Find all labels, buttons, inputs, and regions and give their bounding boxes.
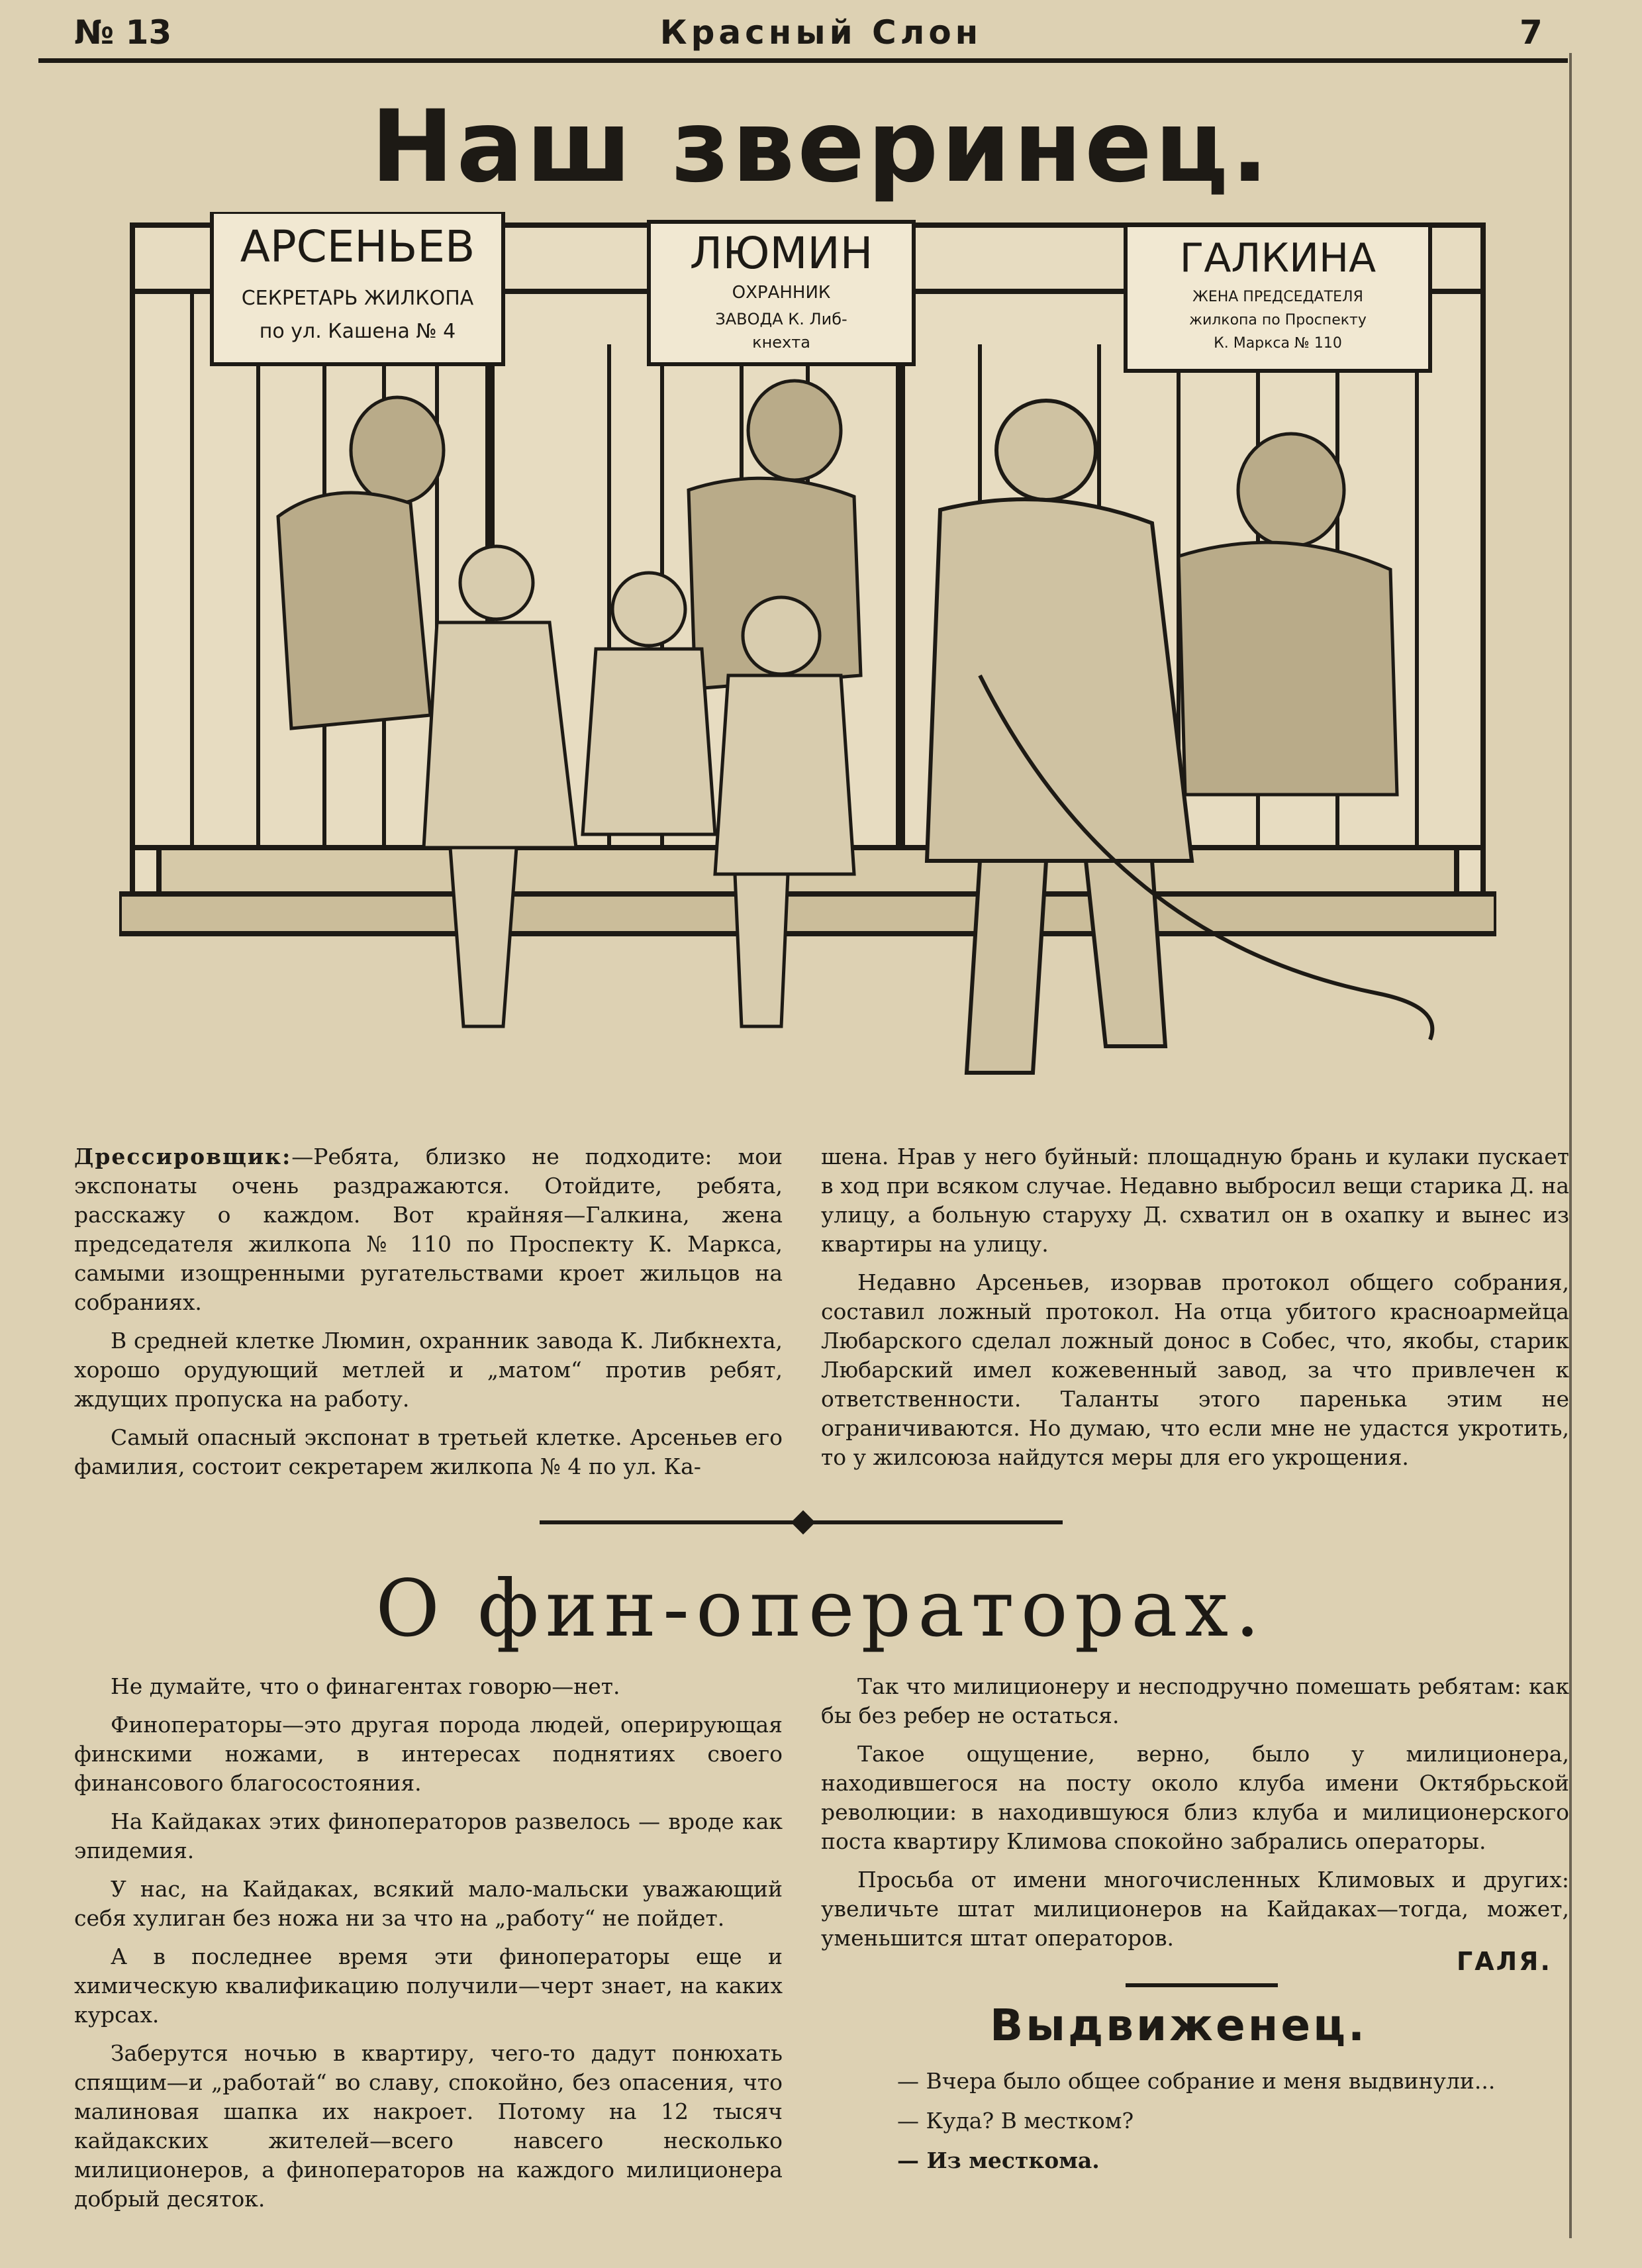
article1-right-column	[821, 1142, 1569, 1481]
sign-arsenyev-line1: СЕКРЕТАРЬ ЖИЛКОПА	[241, 287, 474, 310]
article1-paragraph: шена. Нрав у него буйный: площадную брань и кулаки пускает в ход при всяком случае. Недавно выбросил вещи старика Д. на улицу, а больную старуху Д. схватил он в охапку и вынес из квартиры на улицу.	[821, 1144, 1569, 1257]
article3-dialog	[861, 2066, 1569, 2185]
article1-paragraph-text: —Ребята, близко не подходите: мои экспонаты очень раздражаются. Отойдите, ребята, расскажу о каждом. Вот крайняя—Галкина, жена председателя жилкопа № 110 по Проспекту К. Маркса, самыми изощренными ругательствами кроет жильцов на собраниях.	[74, 1144, 783, 1315]
article2-signature: ГАЛЯ.	[1457, 1947, 1552, 1976]
sign-galkina-line1: ЖЕНА ПРЕДСЕДАТЕЛЯ	[1192, 289, 1363, 305]
sign-arsenyev-line2: по ул. Кашена № 4	[259, 320, 456, 343]
article1-paragraph	[74, 1142, 783, 1317]
article1-paragraph: Недавно Арсеньев, изорвав протокол общего собрания, составил ложный протокол. На отца убитого красноармейца Любарского сделал ложный донос в Собес, что, якобы, старик Любарский имел кожевенный завод, за что привлечен к ответственности. Таланты этого паренька этим не ограничиваются. Но думаю, что если мне не удастся укротить, то у жилсоюза найдутся меры для его укрощения.	[821, 1269, 1569, 1470]
small-divider	[1126, 1983, 1278, 1987]
article2-right-column	[821, 1672, 1569, 1962]
article2-paragraph: Просьба от имени многочисленных Климовых и других: увеличьте штат милиционеров на Кайдаках—тогда, может, уменьшится штат операторов.	[821, 1867, 1569, 1951]
article-title-fin-operators: О фин-операторах.	[375, 1563, 1267, 1654]
article2-paragraph: А в последнее время эти финоператоры еще и химическую квалификацию получили—черт знает, на каких курсах.	[74, 1944, 783, 2028]
article-title-zoo: Наш зверинец.	[370, 89, 1272, 205]
article2-paragraph: На Кайдаках этих финоператоров развелось — вроде как эпидемия.	[74, 1808, 783, 1863]
sign-lyumin-line3: кнехта	[752, 333, 810, 352]
sign-lyumin-line2: ЗАВОДА К. Либ-	[715, 310, 847, 328]
dialog-line: — Куда? В местком?	[897, 2108, 1134, 2134]
sign-arsenyev-name: АРСЕНЬЕВ	[240, 221, 475, 272]
article1-paragraph: В средней клетке Люмин, охранник завода К. Либкнехта, хорошо орудующий метлей и „матом“ против ребят, ждущих пропуска на работу.	[74, 1328, 783, 1412]
header-rule	[38, 58, 1568, 63]
article2-paragraph: У нас, на Кайдаках, всякий мало-мальски уважающий себя хулиган без ножа ни за что на „работу“ не пойдет.	[74, 1876, 783, 1931]
article2-paragraph: Финоператоры—это другая порода людей, оперирующая финскими ножами, в интересах поднятиях своего финансового благосостояния.	[74, 1712, 783, 1796]
dialog-line: — Вчера было общее собрание и меня выдвинули...	[897, 2068, 1496, 2094]
article2-paragraph: Такое ощущение, верно, было у милиционера, находившегося на посту около клуба имени Октябрьской революции: в находившуюся близ клуба и милиционерского поста квартиру Климова спокойно забрались операторы.	[821, 1741, 1569, 1854]
article2-paragraph: Так что милиционеру и несподручно помешать ребятам: как бы без ребер не остаться.	[821, 1673, 1569, 1728]
trainer-speaker-label: Дрессировщик:	[74, 1144, 292, 1169]
dialog-line: — Из месткома.	[897, 2147, 1100, 2173]
article1-paragraph: Самый опасный экспонат в третьей клетке. Арсеньев его фамилия, состоит секретарем жилкопа № 4 по ул. Ка-	[74, 1424, 783, 1479]
issue-number: № 13	[74, 13, 172, 52]
sign-galkina-line2: жилкопа по Проспекту	[1189, 312, 1367, 328]
article2-left-column	[74, 1672, 783, 2223]
sign-galkina-name: ГАЛКИНА	[1179, 235, 1376, 281]
cartoon-drawing	[119, 212, 1496, 1106]
article2-paragraph: Заберутся ночью в квартиру, чего-то дадут понюхать спящим—и „работай“ во славу, спокойно, без опасения, что малиновая шапка их накроет. Потому на 12 тысяч кайдакских жителей—всего навсего несколько милиционеров, а финоператоров на каждого милиционера добрый десяток.	[74, 2040, 783, 2212]
cartoon-illustration	[119, 212, 1496, 1106]
article-title-vydvizhenets: Выдвиженец.	[990, 2000, 1368, 2051]
article2-paragraph: Не думайте, что о финагентах говорю—нет.	[111, 1673, 620, 1699]
article1-left-column	[74, 1142, 783, 1491]
sign-galkina-line3: К. Маркса № 110	[1214, 335, 1342, 352]
right-margin-rule	[1569, 53, 1572, 2238]
magazine-title: Красный Слон	[659, 13, 983, 52]
sign-lyumin-name: ЛЮМИН	[689, 228, 873, 279]
divider-ornament	[791, 1510, 816, 1535]
page-number: 7	[1520, 13, 1543, 52]
sign-lyumin-line1: ОХРАННИК	[732, 283, 831, 303]
